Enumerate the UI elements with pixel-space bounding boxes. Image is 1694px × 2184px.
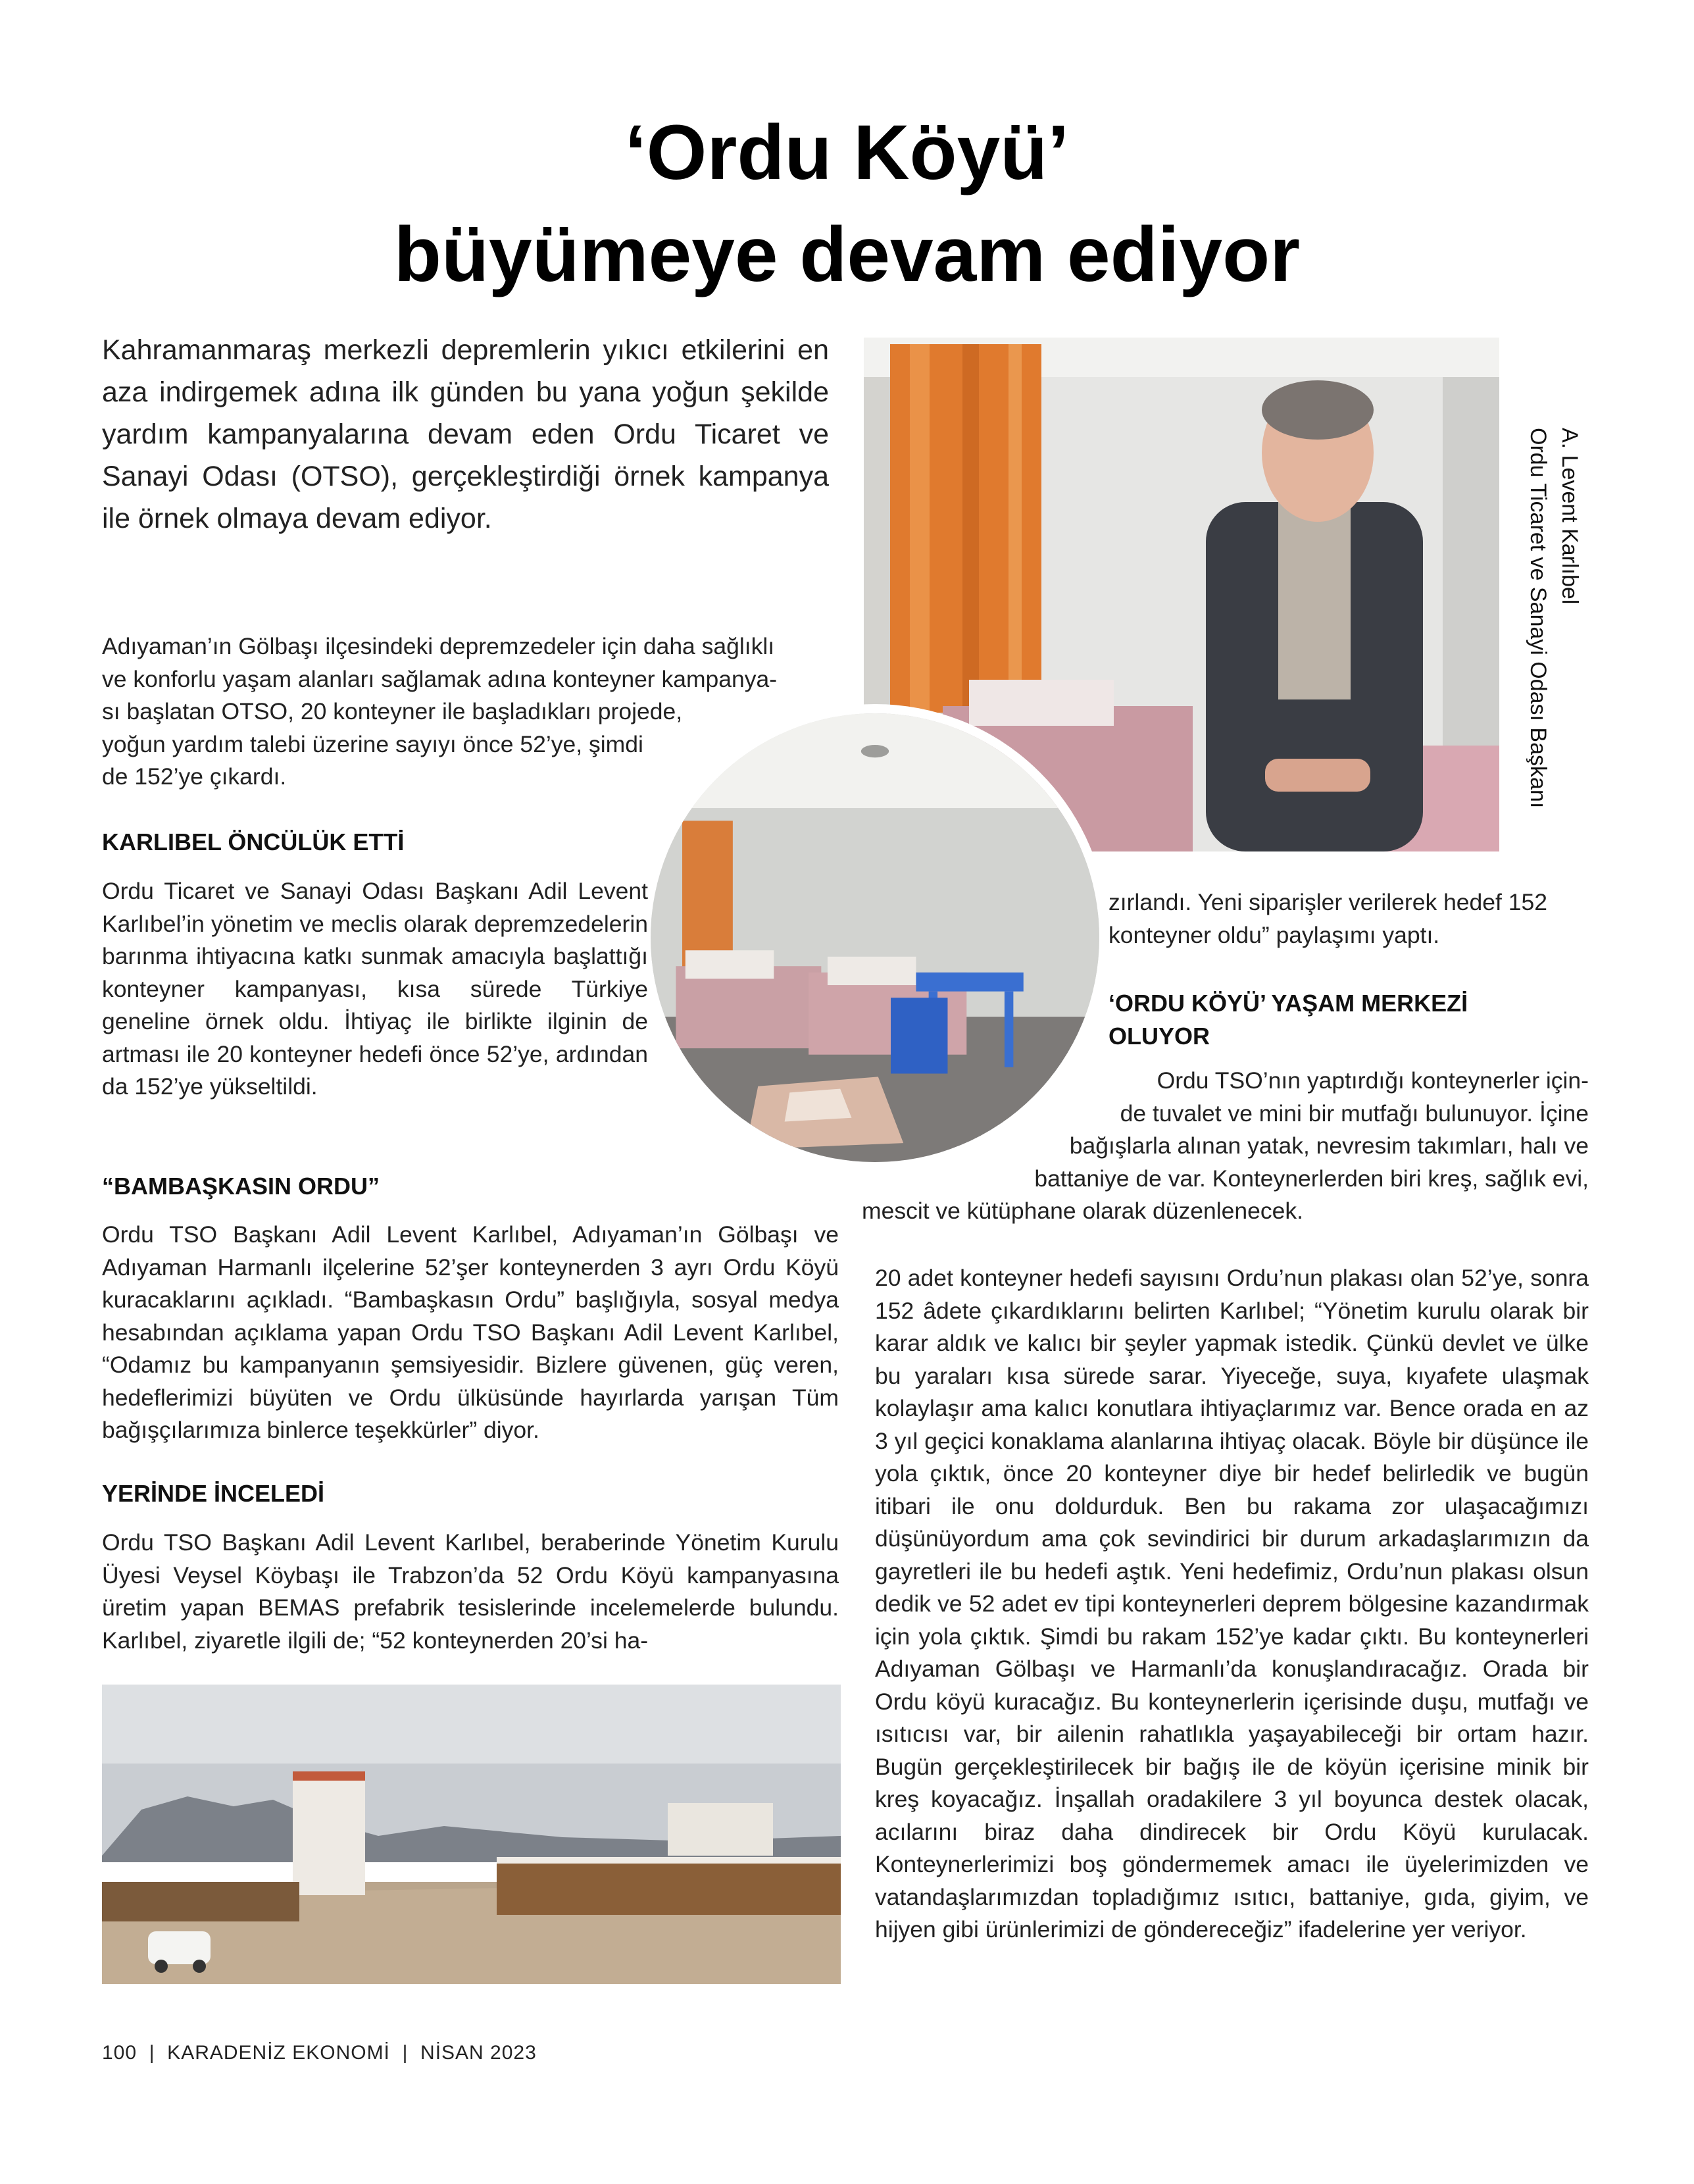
heading-line: ‘ORDU KÖYÜ’ YAŞAM MERKEZİ [1109, 990, 1468, 1017]
heading-line: OLUYOR [1109, 1023, 1210, 1050]
section-yasam-line: de tuvalet ve mini bir mutfağı bulunuyor. İçine [1120, 1100, 1589, 1127]
section-yasam-line: battaniye de var. Konteynerlerden biri kreş, sağlık evi, [1034, 1165, 1589, 1192]
section-yasam-lines [862, 1065, 1589, 1228]
continuation-line: zırlandı. Yeni siparişler verilerek hedef 152 [1109, 889, 1547, 915]
article-title [0, 102, 1694, 306]
section-yerinde-text: Ordu TSO Başkanı Adil Levent Karlıbel, beraberinde Yönetim Kurulu Üyesi Veysel Köybaşı ile Trabzon’da 52 Ordu Köyü kampanyasına üretim yapan BEMAS prefabrik tesislerinde incelemelerde bulundu. Karlıbel, ziyaretle ilgili de; “52 konteynerden 20’si ha- [102, 1529, 839, 1654]
continuation-text [1109, 886, 1622, 952]
continuation-line: konteyner oldu” paylaşımı yaptı. [1109, 921, 1440, 948]
lead-paragraph: Kahramanmaraş merkezli depremlerin yıkıcı etkilerini en aza indirgemek adına ilk günden bu yana yoğun şekilde yardım kampanyalarına devam eden Ordu Ticaret ve Sanayi Odası (OTSO), gerçekleştirdiği örnek kampanya ile örnek olmaya devam ediyor. [102, 334, 829, 534]
section-yasam-line: mescit ve kütüphane olarak düzenlenecek. [862, 1198, 1303, 1224]
caption-role: Ordu Ticaret ve Sanayi Odası Başkanı [1526, 428, 1551, 809]
section-yasam-line: bağışlarla alınan yatak, nevresim takımları, halı ve [1069, 1132, 1589, 1159]
section-yasam-text: 20 adet konteyner hedefi sayısını Ordu’nun plakası olan 52’ye, sonra 152 âdete çıkardıklarını belirten Karlıbel; “Yönetim kurulu olarak bir karar aldık ve kalıcı bir şeyler yapmak istedik. Çünkü devlet ve ülke bu yaraları kısa sürede sarar. Yiyeceğe, suya, kıyafete ulaşmak kolaylaşır ama kalıcı konutlara ihtiyaçlarımız var. Bence orada en az 3 yıl geçici konaklama alanlarına ihtiyaç olacak. Böyle bir düşünce ile yola çıktık, önce 20 konteyner diye bir hedef belirledik ve bugün itibari ile onu doldurduk. Ben bu rakama zor ulaşacağımızı düşünüyordum ama çok sevindirici bir durum arkadaşlarımızın da gayretleri ile bu hedefi aştık. Yeni hedefimiz, Ordu’nun plakası olsun dedik ve 52 adet ev tipi konteynerleri deprem bölgesine kazandırmak için yola çıktık. Şimdi bu rakam 152’ye kadar çıktı. Bu konteynerleri Adıyaman Gölbaşı ve Harmanlı’da konuşlandıracağız. Orada bir Ordu köyü kuracağız. Bu konteynerlerin içerisinde duşu, mutfağı ve ısıtıcısı var, bir ailenin rahatlıkla yaşayabileceği bir ortam hazır. Bugün gerçekleştirilecek bir bağış ile de köyün içerisine minik bir kreş koyacağız. İnşallah oradakilere 3 yıl boyunca destek olacak, acılarını biraz daha dindirecek bir Ordu Köyü kurulacak. Konteynerlerimizi boş göndermemek amacı ile üyelerimizden ve vatandaşlarımızdan topladığımız ısıtıcı, battaniye, gıda, giyim, ve hijyen gibi ürünlerimizi de göndereceğiz” ifadelerine yer veriyor. [875, 1265, 1589, 1943]
intro-paragraph [102, 630, 845, 794]
title-line-2: büyümeye devam ediyor [393, 211, 1301, 298]
section-bambaskasin-text: Ordu TSO Başkanı Adil Levent Karlıbel, Adıyaman’ın Gölbaşı ve Adıyaman Harmanlı ilçelerine 52’şer konteynerden 3 ayrı Ordu Köyü kuracaklarını açıkladı. “Bambaşkasın Ordu” başlığıyla, sosyal medya hesabından açıklama yapan Ordu TSO Başkanı Adil Levent Karlıbel, “Odamız bu kampanyanın şemsiyesidir. Bizlere güvenen, güç veren, hedeflerimizi büyüten ve Ordu ülküsünde hayırlarda yarışan Tüm bağışçılarımıza binlerce teşekkürler” diyor. [102, 1221, 839, 1443]
title-line-1: ‘Ordu Köyü’ [624, 109, 1070, 196]
intro-line: sı başlatan OTSO, 20 konteyner ile başladıkları projede, [102, 698, 683, 724]
section-karlibel-text: Ordu Ticaret ve Sanayi Odası Başkanı Adil Levent Karlıbel’in yönetim ve meclis olarak depremzedelerin barınma ihtiyacına katkı sunmak amacıyla başlattığı konteyner kampanyası, kısa sürede Türkiye geneline örnek oldu. İhtiyaç ile birlikte ilginin de artması ile 20 konteyner hedefi önce 52’ye, ardından da 152’ye yükseltildi. [102, 878, 648, 1100]
caption-name: A. Levent Karlıbel [1557, 428, 1582, 605]
intro-line: yoğun yardım talebi üzerine sayıyı önce 52’ye, şimdi [102, 730, 643, 757]
section-heading-yasam-merkezi [1109, 987, 1468, 1053]
intro-line: ve konforlu yaşam alanları sağlamak adına konteyner kampanya- [102, 665, 778, 692]
section-heading-bambaskasin: “BAMBAŞKASIN ORDU” [102, 1173, 380, 1200]
section-yasam-line: Ordu TSO’nın yaptırdığı konteynerler için- [1157, 1067, 1589, 1094]
intro-line: de 152’ye çıkardı. [102, 763, 287, 790]
page-footer: 100 | KARADENİZ EKONOMİ | NİSAN 2023 [102, 2042, 537, 2064]
section-heading-karlibel: KARLIBEL ÖNCÜLÜK ETTİ [102, 828, 405, 855]
photo-caption [1520, 428, 1585, 816]
container-village-photo [102, 1685, 841, 1984]
section-heading-yerinde: YERİNDE İNCELEDİ [102, 1480, 325, 1507]
intro-line: Adıyaman’ın Gölbaşı ilçesindeki depremzedeler için daha sağlıklı [102, 633, 775, 659]
